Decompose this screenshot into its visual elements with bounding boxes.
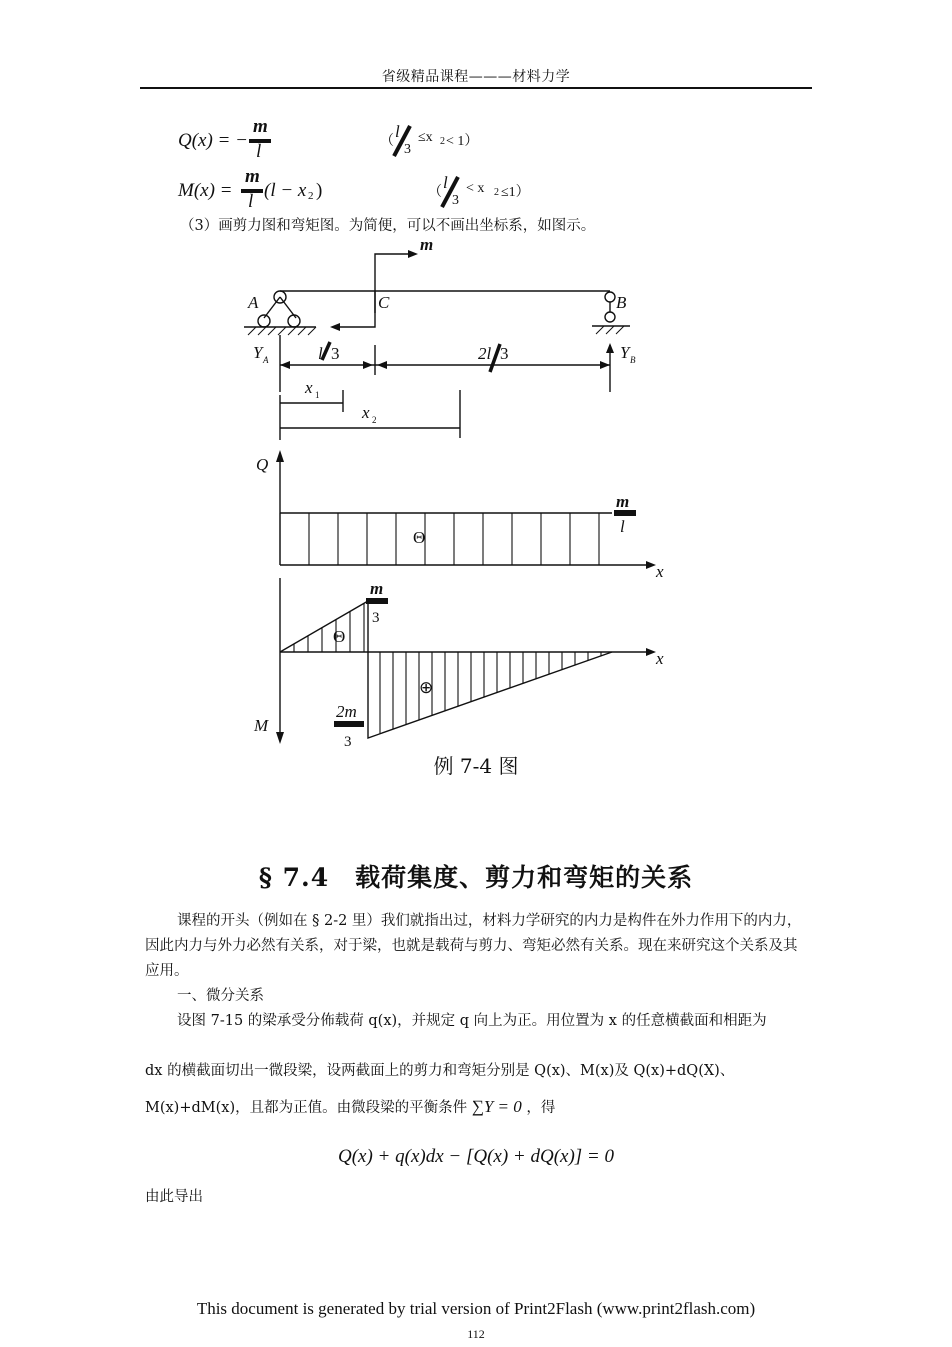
- paragraph-1: 课程的开头（例如在 § 2-2 里）我们就指出过，材料力学研究的内力是构件在外力作用下的内力，因此内力与外力必然有关系，对于梁，也就是载荷与剪力、弯矩必然有关系。现在来研究这个关系及其应用。: [145, 913, 802, 979]
- shear-x-label: x: [656, 562, 664, 581]
- shear-equation-lhs: Q(x) = −: [178, 130, 248, 151]
- shear-value-num: m: [616, 492, 630, 511]
- label-2l3-num: 2l: [478, 344, 492, 363]
- page-number: 112: [467, 1327, 485, 1341]
- moment-equation-close: ): [316, 180, 323, 201]
- moment-condition-frac-num: l: [443, 173, 448, 192]
- moment-neg-value-den: 3: [344, 734, 352, 750]
- step3-text: （3）画剪力图和弯矩图。为简便，可以不画出坐标系，如图示。: [180, 218, 596, 234]
- moment-pos-value-den: 3: [372, 610, 380, 626]
- label-l3-den: 3: [331, 344, 340, 363]
- label-yb: Y: [620, 343, 630, 362]
- paragraph-2: 一、微分关系: [177, 988, 264, 1004]
- moment-condition-frac-den: 3: [452, 193, 459, 208]
- shear-condition-range: ≤x: [418, 130, 433, 145]
- moment-equation-sub: 2: [308, 190, 314, 202]
- equilibrium-condition: ∑Y = 0: [471, 1097, 522, 1116]
- label-q-axis: Q: [256, 455, 269, 474]
- label-b: B: [616, 293, 627, 312]
- moment-equation-numerator: m: [245, 166, 260, 187]
- paragraph-3b: dx 的横截面切出一微段梁，设两截面上的剪力和弯矩分别是 Q(x)、M(x)及 Q(x)+dQ(X)、: [145, 1063, 735, 1079]
- moment-x-label: x: [656, 649, 664, 668]
- shear-condition-frac-num: l: [395, 122, 400, 141]
- label-l3-num: l: [318, 344, 323, 363]
- label-a: A: [248, 293, 259, 312]
- section-title: § 7.4 载荷集度、剪力和弯矩的关系: [258, 863, 694, 892]
- figure-caption: 例 7-4 图: [433, 754, 519, 778]
- label-m-axis: M: [254, 716, 269, 735]
- label-ya-sub: A: [263, 355, 269, 365]
- label-2l3-den: 3: [500, 344, 509, 363]
- moment-condition-open: （: [428, 185, 442, 200]
- shear-condition-sub: 2: [440, 136, 445, 147]
- shear-sign: Θ: [413, 528, 426, 547]
- moment-equation-denominator: l: [248, 191, 254, 212]
- label-c: C: [378, 293, 390, 312]
- moment-condition-range: < x: [466, 181, 485, 196]
- label-m: m: [420, 235, 434, 254]
- label-x1: x: [305, 378, 313, 397]
- moment-neg-sign: Θ: [333, 627, 346, 646]
- moment-neg-value-num: 2m: [336, 702, 357, 721]
- moment-condition-tail: ≤1）: [501, 185, 530, 200]
- moment-negative-triangle: [280, 601, 368, 652]
- moment-pos-sign: ⊕: [419, 678, 434, 697]
- label-yb-sub: B: [630, 355, 636, 365]
- shear-equation-denominator: l: [256, 141, 262, 162]
- shear-equation-numerator: m: [253, 116, 268, 137]
- support-b-top: [605, 292, 615, 302]
- support-a-roller-right: [288, 315, 300, 327]
- couple-lower-arm: [338, 291, 375, 327]
- label-x1-sub: 1: [315, 390, 320, 400]
- paragraph-4: 由此导出: [145, 1189, 203, 1205]
- moment-pos-value-num: m: [370, 579, 384, 598]
- main-equation: Q(x) + q(x)dx − [Q(x) + dQ(x)] = 0: [337, 1146, 615, 1167]
- label-x2-sub: 2: [372, 415, 377, 425]
- shear-condition-open: （: [380, 134, 394, 149]
- shear-condition-tail: < 1）: [446, 134, 479, 149]
- support-b-roller: [605, 312, 615, 322]
- moment-condition-sub: 2: [494, 187, 499, 198]
- label-x2: x: [362, 403, 370, 422]
- moment-equation-lhs: M(x) =: [178, 180, 233, 201]
- moment-equation-rest: (l − x: [264, 180, 307, 201]
- shear-condition-frac-den: 3: [404, 142, 411, 157]
- paragraph-3a: 设图 7-15 的梁承受分佈载荷 q(x)，并规定 q 向上为正。用位置为 x 的任意横截面和相距为: [177, 1013, 767, 1029]
- running-header: 省级精品课程———材料力学: [381, 69, 571, 85]
- paragraph-3c-tail: ，得: [526, 1100, 556, 1116]
- paragraph-3c: [145, 1094, 555, 1121]
- trial-notice: This document is generated by trial version of Print2Flash (www.print2flash.com): [196, 1299, 756, 1318]
- support-a-roller-left: [258, 315, 270, 327]
- label-ya: Y: [253, 343, 263, 362]
- shear-value-den: l: [620, 517, 625, 536]
- paragraph-3c-text: M(x)+dM(x)，且都为正值。由微段梁的平衡条件: [145, 1100, 468, 1116]
